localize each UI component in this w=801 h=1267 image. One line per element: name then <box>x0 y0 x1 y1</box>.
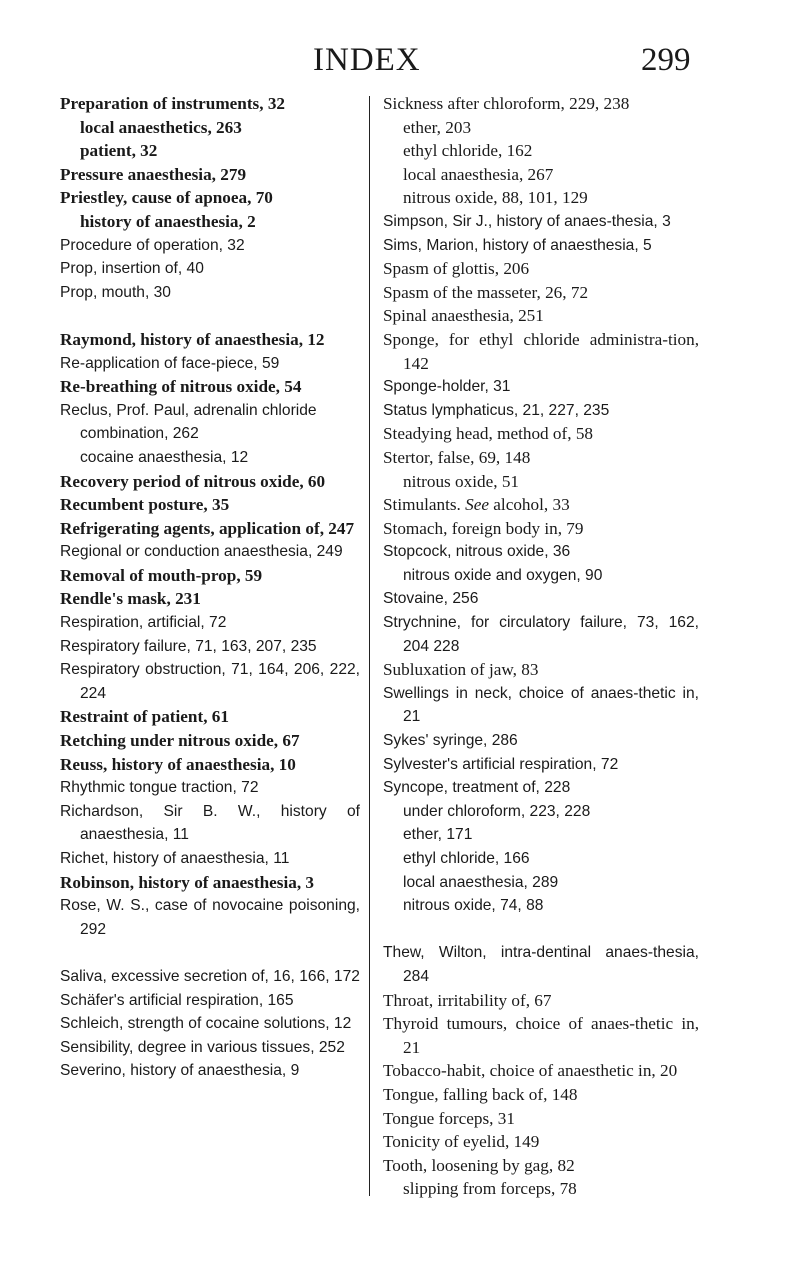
index-entry: Sensibility, degree in various tissues, 252 <box>60 1038 345 1056</box>
index-entry: Subluxation of jaw, 83 <box>383 660 539 680</box>
index-entry: Re-application of face-piece, 59 <box>60 354 280 372</box>
index-entry: Sickness after chloroform, 229, 238 <box>383 94 630 113</box>
index-entry: Procedure of operation, 32 <box>60 236 245 254</box>
index-entry: Prop, mouth, 30 <box>60 283 171 301</box>
page-header <box>0 40 801 80</box>
index-entry: Rendle's mask, 231 <box>60 589 201 609</box>
index-subentry: ethyl chloride, 162 <box>403 141 533 161</box>
index-entry: Regional or conduction anaesthesia, 249 <box>60 543 343 561</box>
index-subentry: local anaesthetics, 263 <box>80 117 242 137</box>
index-entry: Sponge, for ethyl chloride administra-tion, 142 <box>383 329 699 373</box>
index-entry: Respiratory obstruction, 71, 164, 206, 222, 224 <box>60 661 360 702</box>
page-title: INDEX <box>313 42 421 78</box>
index-entry: Thew, Wilton, intra-dentinal anaes-thesia, 284 <box>383 944 699 985</box>
index-entry: Tongue forceps, 31 <box>383 1108 515 1128</box>
index-subentry: ethyl chloride, 166 <box>403 850 530 867</box>
index-entry: Retching under nitrous oxide, 67 <box>60 731 300 751</box>
index-subentry: history of anaesthesia, 2 <box>80 211 256 231</box>
index-entry: Stomach, foreign body in, 79 <box>383 518 584 538</box>
index-subentry: ether, 203 <box>403 117 472 137</box>
index-entry: Reclus, Prof. Paul, adrenalin chloride combination, 262 <box>60 401 317 443</box>
index-subentry: local anaesthesia, 289 <box>403 873 559 891</box>
index-entry: Removal of mouth-prop, 59 <box>60 565 263 585</box>
index-entry: Throat, irritability of, 67 <box>383 990 552 1010</box>
index-entry: Restraint of patient, 61 <box>60 707 229 727</box>
index-entry: Respiration, artificial, 72 <box>60 614 227 632</box>
index-subentry: local anaesthesia, 267 <box>403 164 554 184</box>
index-entry: Spasm of glottis, 206 <box>383 259 530 279</box>
index-entry: Rose, W. S., case of novocaine poisoning, 292 <box>60 897 360 938</box>
index-entry: Saliva, excessive secretion of, 16, 166, 172 <box>60 967 360 985</box>
index-subentry: nitrous oxide, 88, 101, 129 <box>403 188 588 208</box>
index-entry: Recumbent posture, 35 <box>60 495 230 515</box>
index-entry: Schäfer's artificial respiration, 165 <box>60 991 294 1009</box>
index-entry: Tonicity of eyelid, 149 <box>383 1132 540 1152</box>
index-entry: Richardson, Sir B. W., history of anaesthesia, 11 <box>60 802 360 844</box>
index-entry: Priestley, cause of apnoea, 70 <box>60 188 273 208</box>
index-entry: Severino, history of anaesthesia, 9 <box>60 1062 300 1080</box>
index-entry: Spasm of the masseter, 26, 72 <box>383 282 589 302</box>
index-column-right <box>383 92 699 1201</box>
index-entry: Spinal anaesthesia, 251 <box>383 306 544 326</box>
index-entry: Preparation of instruments, 32 <box>60 94 286 113</box>
index-subentry: slipping from forceps, 78 <box>403 1179 577 1199</box>
index-entry: Respiratory failure, 71, 163, 207, 235 <box>60 637 317 655</box>
index-entry: Refrigerating agents, application of, 247 <box>60 518 355 538</box>
index-entry: Prop, insertion of, 40 <box>60 260 204 278</box>
see-reference: See <box>465 495 489 515</box>
index-entry: Sykes' syringe, 286 <box>383 732 518 750</box>
index-entry: Schleich, strength of cocaine solutions, 12 <box>60 1015 352 1033</box>
index-entry <box>383 493 699 517</box>
index-entry: Sponge-holder, 31 <box>383 378 511 396</box>
index-entry: Pressure anaesthesia, 279 <box>60 164 247 184</box>
index-subentry: ether, 171 <box>403 826 473 844</box>
index-entry: Robinson, history of anaesthesia, 3 <box>60 872 315 892</box>
index-entry: Syncope, treatment of, 228 <box>383 779 571 797</box>
index-entry: Re-breathing of nitrous oxide, 54 <box>60 377 302 397</box>
index-entry: Stovaine, 256 <box>383 590 479 608</box>
entry-text: Stimulants. <box>383 495 461 515</box>
index-subentry: cocaine anaesthesia, 12 <box>80 448 249 466</box>
index-entry: Tooth, loosening by gag, 82 <box>383 1155 575 1175</box>
index-entry: Tobacco-habit, choice of anaesthetic in, 20 <box>383 1061 678 1081</box>
index-entry: Raymond, history of anaesthesia, 12 <box>60 329 325 349</box>
index-subentry: nitrous oxide, 74, 88 <box>403 897 544 915</box>
index-subentry: under chloroform, 223, 228 <box>403 802 591 820</box>
index-entry: Sims, Marion, history of anaesthesia, 5 <box>383 236 652 254</box>
index-entry: Status lymphaticus, 21, 227, 235 <box>383 401 610 419</box>
index-entry: Steadying head, method of, 58 <box>383 424 594 444</box>
index-subentry: patient, 32 <box>80 141 158 161</box>
index-subentry: nitrous oxide and oxygen, 90 <box>403 566 603 584</box>
index-entry: Recovery period of nitrous oxide, 60 <box>60 471 326 491</box>
index-entry: Tongue, falling back of, 148 <box>383 1084 578 1104</box>
index-entry: Stertor, false, 69, 148 <box>383 447 531 467</box>
index-entry: Swellings in neck, choice of anaes-thetic in, 21 <box>383 684 699 726</box>
index-column-left <box>60 92 360 1083</box>
index-subentry: nitrous oxide, 51 <box>403 471 520 491</box>
index-entry: Richet, history of anaesthesia, 11 <box>60 850 290 867</box>
index-entry: Reuss, history of anaesthesia, 10 <box>60 754 296 774</box>
column-divider <box>369 96 370 1196</box>
index-entry: Strychnine, for circulatory failure, 73, 162, 204 228 <box>383 614 699 655</box>
entry-text: alcohol, 33 <box>493 495 570 515</box>
page-number: 299 <box>641 42 691 78</box>
index-entry: Simpson, Sir J., history of anaes-thesia, 3 <box>383 212 671 230</box>
index-entry: Stopcock, nitrous oxide, 36 <box>383 543 571 561</box>
index-entry: Sylvester's artificial respiration, 72 <box>383 755 619 773</box>
index-entry: Thyroid tumours, choice of anaes-thetic in, 21 <box>383 1014 699 1057</box>
index-entry: Rhythmic tongue traction, 72 <box>60 779 259 797</box>
